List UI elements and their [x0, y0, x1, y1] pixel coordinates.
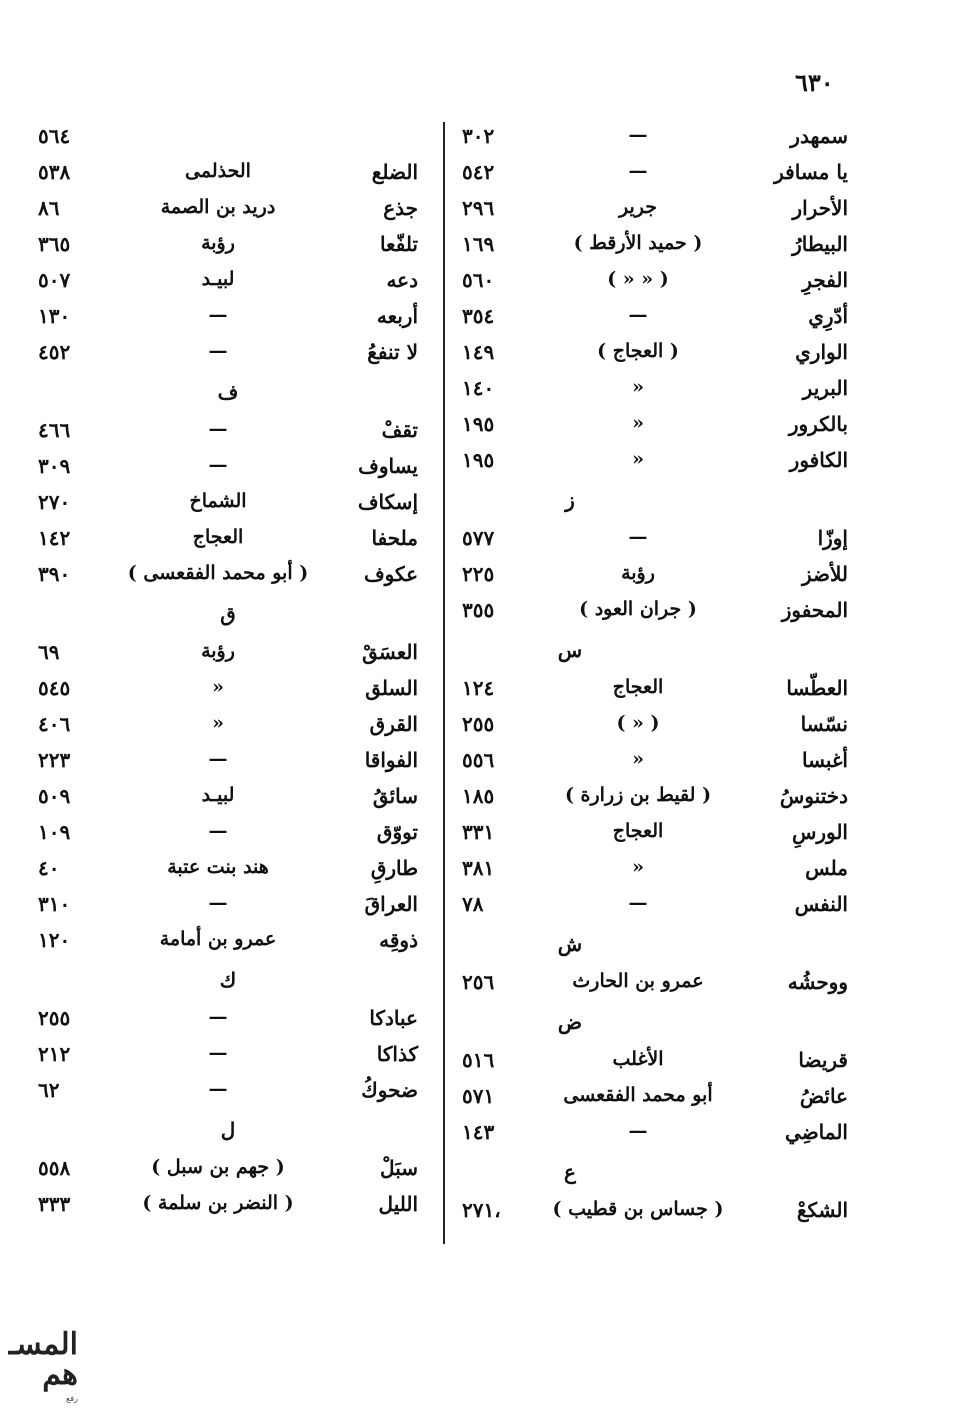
rhyme-word: دعه — [386, 268, 418, 292]
column-divider — [443, 122, 445, 1244]
page-reference: ٦٩ — [38, 640, 60, 664]
rhyme-word: إسكاف — [357, 490, 418, 514]
poet-name: — — [628, 160, 648, 182]
index-entry — [38, 710, 418, 746]
page-reference: ٤٥٢ — [38, 340, 71, 364]
page-reference: ٧٨ — [462, 892, 484, 916]
rhyme-word: أربعه — [376, 304, 418, 328]
page-reference: ٥٥٨ — [38, 1156, 71, 1180]
rhyme-word: للأضز — [801, 562, 848, 586]
index-entry — [462, 782, 848, 818]
index-entry — [462, 890, 848, 926]
rhyme-word: ووحشُه — [787, 970, 848, 994]
rhyme-word: العراقَ — [364, 892, 418, 916]
rhyme-word: الفجرِ — [802, 268, 848, 292]
page-reference: ٢٢٥ — [462, 562, 495, 586]
page-reference: ١٠٩ — [38, 820, 71, 844]
page-reference: ١٩٥ — [462, 412, 495, 436]
page-reference: ١٢٠ — [38, 928, 71, 952]
page-reference: ٥٦٠ — [462, 268, 495, 292]
index-entry — [462, 710, 848, 746]
index-entry — [38, 230, 418, 266]
section-letter: ف — [217, 380, 239, 404]
rhyme-word: تقفْ — [381, 418, 418, 442]
page-reference: ٣١٠ — [38, 892, 71, 916]
rhyme-word: عبادكا — [369, 1006, 418, 1030]
rhyme-word: كذاكا — [376, 1042, 418, 1066]
rhyme-word: تلفّعا — [379, 232, 418, 256]
rhyme-word: سائقُ — [372, 784, 418, 808]
index-entry — [38, 524, 418, 560]
section-letter: س — [557, 638, 583, 662]
poet-name: « — [632, 412, 644, 434]
index-entry — [38, 1154, 418, 1190]
poet-name: رؤبة — [201, 640, 235, 662]
index-entry — [462, 122, 848, 158]
section-letter: ض — [557, 1010, 583, 1034]
page-reference: ٣٩٠ — [38, 562, 71, 586]
index-entry — [462, 1082, 848, 1118]
poet-name: « — [632, 748, 644, 770]
page-reference: ٤٠٦ — [38, 712, 71, 736]
rhyme-word: دختنوسُ — [779, 784, 848, 808]
rhyme-word: الأحرار — [792, 196, 848, 220]
rhyme-word: عكوف — [363, 562, 418, 586]
index-entry — [38, 854, 418, 890]
rhyme-word: الواري — [795, 340, 848, 364]
poet-name: العجاج — [192, 526, 244, 548]
poet-name: هند بنت عتبة — [167, 856, 269, 878]
index-entry — [38, 818, 418, 854]
page-reference: ٣٦٥ — [38, 232, 71, 256]
poet-name: — — [208, 454, 228, 476]
poet-name: الشماخ — [189, 490, 247, 512]
logo-text: المسـ هم — [8, 1330, 78, 1392]
rhyme-word: الليل — [378, 1192, 418, 1216]
section-letter: ل — [220, 1118, 236, 1142]
index-entry — [462, 746, 848, 782]
page-reference: ٢٩٦ — [462, 196, 495, 220]
poet-name: — — [208, 1006, 228, 1028]
index-entry — [462, 596, 848, 632]
poet-name: — — [208, 892, 228, 914]
rhyme-word: الكافور — [789, 448, 848, 472]
poet-name: ( جساس بن قطيب ) — [552, 1198, 724, 1220]
index-entry — [462, 560, 848, 596]
poet-name: — — [208, 304, 228, 326]
rhyme-word: يساوف — [358, 454, 418, 478]
page-reference: ٣٠٩ — [38, 454, 71, 478]
rhyme-word: الورسِ — [791, 820, 848, 844]
poet-name: أبو محمد الفقعسى — [563, 1084, 713, 1106]
rhyme-word: طارقِ — [370, 856, 418, 880]
left-column — [38, 122, 418, 1226]
rhyme-word: الفواقا — [364, 748, 418, 772]
poet-name: ( لقيط بن زرارة ) — [564, 784, 712, 806]
rhyme-word: أغبسا — [802, 748, 848, 772]
poet-name: ( جهم بن سبل ) — [151, 1156, 285, 1178]
index-entry — [462, 1196, 848, 1232]
rhyme-word: العطّسا — [786, 676, 848, 700]
page-reference: ٦٢ — [38, 1078, 60, 1102]
page-reference: ٣٨١ — [462, 856, 495, 880]
index-entry — [462, 446, 848, 482]
poet-name: ( أبو محمد الفقعسى ) — [127, 562, 309, 584]
page-reference: ٥٤٥ — [38, 676, 71, 700]
index-entry — [38, 122, 418, 158]
rhyme-word: جذع — [383, 196, 418, 220]
index-entry — [38, 194, 418, 230]
index-entry — [462, 194, 848, 230]
index-entry — [462, 230, 848, 266]
page-reference: ٣٥٥ — [462, 598, 495, 622]
rhyme-word: ذوقِه — [379, 928, 418, 952]
poet-name: العجاج — [612, 676, 664, 698]
poet-name: « — [212, 712, 224, 734]
poet-name: جرير — [619, 196, 657, 218]
index-entry — [38, 1190, 418, 1226]
poet-name: لبيـد — [201, 784, 235, 806]
poet-name: دريد بن الصمة — [160, 196, 276, 218]
index-entry — [462, 854, 848, 890]
page-reference: ٥٥٦ — [462, 748, 495, 772]
page-reference: ١٦٩ — [462, 232, 495, 256]
rhyme-word: الضلع — [371, 160, 418, 184]
page-reference: ٢١٢ — [38, 1042, 71, 1066]
rhyme-word: تووّق — [376, 820, 418, 844]
index-entry — [38, 890, 418, 926]
page-reference: ٥١٦ — [462, 1048, 495, 1072]
poet-name: ( حميد الأرقط ) — [573, 232, 703, 254]
poet-name: الأغلب — [612, 1048, 664, 1070]
rhyme-word: أدّرِي — [808, 304, 848, 328]
rhyme-word: القرق — [369, 712, 418, 736]
index-entry — [462, 1046, 848, 1082]
rhyme-word: نسّسا — [800, 712, 848, 736]
page-reference: ٥٧٧ — [462, 526, 495, 550]
rhyme-word: إوزّا — [817, 526, 848, 550]
index-entry — [38, 1040, 418, 1076]
index-entry — [462, 968, 848, 1004]
page-reference: ٥٤٢ — [462, 160, 495, 184]
poet-name: عمرو بن أمامة — [159, 928, 277, 950]
page-reference: ٥٠٩ — [38, 784, 71, 808]
rhyme-word: الماضِي — [785, 1120, 848, 1144]
page-reference: ٢٥٦ — [462, 970, 495, 994]
poet-name: — — [208, 748, 228, 770]
page-reference: ١٢٤ — [462, 676, 495, 700]
poet-name: عمرو بن الحارث — [572, 970, 704, 992]
page-reference: ١٤٣ — [462, 1120, 495, 1144]
index-entry — [38, 488, 418, 524]
rhyme-word: لا تنفعُ — [367, 340, 418, 364]
poet-name: رؤبة — [621, 562, 655, 584]
page-reference: ١٤٢ — [38, 526, 71, 550]
logo-subtext: رفع — [66, 1394, 78, 1403]
poet-name: — — [208, 1042, 228, 1064]
poet-name: ( العجاج ) — [597, 340, 679, 362]
index-entry — [462, 338, 848, 374]
rhyme-word: بالكرور — [788, 412, 848, 436]
page-reference: ٢٥٥ — [462, 712, 495, 736]
index-entry — [462, 410, 848, 446]
page-reference: ٥٧١ — [462, 1084, 495, 1108]
page-reference: ٨٦ — [38, 196, 60, 220]
rhyme-word: السلق — [365, 676, 418, 700]
index-entry — [462, 302, 848, 338]
index-entry — [38, 266, 418, 302]
rhyme-word: سبَلْ — [380, 1156, 418, 1180]
section-letter: ع — [564, 1160, 576, 1184]
poet-name: — — [208, 820, 228, 842]
rhyme-word: ضحوكُ — [361, 1078, 418, 1102]
poet-name: ( « ) — [616, 712, 660, 734]
page-reference: ٥٠٧ — [38, 268, 71, 292]
right-column — [462, 122, 848, 1232]
index-entry — [38, 746, 418, 782]
poet-name: ( « « ) — [607, 268, 669, 290]
rhyme-word: ملس — [805, 856, 848, 880]
rhyme-word: قريضا — [798, 1048, 848, 1072]
publisher-logo — [8, 1330, 78, 1410]
poet-name: — — [208, 1078, 228, 1100]
section-letter: ك — [219, 968, 237, 992]
rhyme-word: سمهدر — [790, 124, 848, 148]
section-letter: ق — [220, 602, 236, 626]
page-reference: ٣٥٤ — [462, 304, 495, 328]
page-reference: ٣٣٣ — [38, 1192, 71, 1216]
poet-name: — — [628, 1120, 648, 1142]
rhyme-word: الشكعْ — [796, 1198, 848, 1222]
poet-name: — — [628, 304, 648, 326]
page-reference: ٢٢٣ — [38, 748, 71, 772]
index-entry — [462, 266, 848, 302]
index-entry — [38, 1076, 418, 1112]
index-entry — [462, 818, 848, 854]
page-reference: ١٣٠ — [38, 304, 71, 328]
poet-name: « — [632, 376, 644, 398]
poet-name: العجاج — [612, 820, 664, 842]
page-reference: ١٨٥ — [462, 784, 495, 808]
index-entry — [462, 374, 848, 410]
poet-name: ( النضر بن سلمة ) — [142, 1192, 294, 1214]
poet-name: ( جران العود ) — [579, 598, 697, 620]
page-reference: ١٩٥ — [462, 448, 495, 472]
page-reference: ٣٣١ — [462, 820, 495, 844]
index-entry — [38, 560, 418, 596]
index-entry — [38, 302, 418, 338]
index-entry — [38, 158, 418, 194]
rhyme-word: النفس — [794, 892, 848, 916]
index-entry — [38, 638, 418, 674]
poet-name: — — [208, 340, 228, 362]
poet-name: — — [628, 892, 648, 914]
rhyme-word: البرير — [802, 376, 848, 400]
rhyme-word: ملحفا — [371, 526, 418, 550]
page-reference: ١٤٠ — [462, 376, 495, 400]
index-entry — [38, 1004, 418, 1040]
index-entry — [462, 674, 848, 710]
index-entry — [38, 452, 418, 488]
poet-name: الحذلمى — [185, 160, 251, 182]
index-entry — [38, 416, 418, 452]
section-letter: ش — [557, 932, 583, 956]
poet-name: — — [208, 418, 228, 440]
rhyme-word: يا مسافر — [774, 160, 848, 184]
poet-name: رؤبة — [201, 232, 235, 254]
page-reference: ٥٦٤ — [38, 124, 71, 148]
page-reference: ٢٧٠ — [38, 490, 71, 514]
index-entry — [38, 674, 418, 710]
page-reference: ٢٥٥ — [38, 1006, 71, 1030]
page-reference: ٢٧١، — [462, 1198, 501, 1222]
index-entry — [38, 926, 418, 962]
poet-name: « — [632, 448, 644, 470]
page-reference: ٤٦٦ — [38, 418, 71, 442]
index-entry — [462, 1118, 848, 1154]
rhyme-word: عائضُ — [799, 1084, 848, 1108]
page-reference: ٣٠٢ — [462, 124, 495, 148]
poet-name: « — [632, 856, 644, 878]
index-entry — [38, 338, 418, 374]
poet-name: — — [628, 124, 648, 146]
poet-name: لبيـد — [201, 268, 235, 290]
rhyme-word: المحفوز — [781, 598, 848, 622]
section-letter: ز — [565, 488, 575, 512]
index-entry — [462, 524, 848, 560]
rhyme-word: العسَقْ — [362, 640, 418, 664]
index-entry — [38, 782, 418, 818]
poet-name: « — [212, 676, 224, 698]
poet-name: — — [628, 526, 648, 548]
page-number: ٦٣٠ — [795, 68, 834, 97]
page-reference: ١٤٩ — [462, 340, 495, 364]
page-reference: ٤٠ — [38, 856, 60, 880]
index-entry — [462, 158, 848, 194]
rhyme-word: البيطارُ — [792, 232, 848, 256]
page-reference: ٥٣٨ — [38, 160, 71, 184]
